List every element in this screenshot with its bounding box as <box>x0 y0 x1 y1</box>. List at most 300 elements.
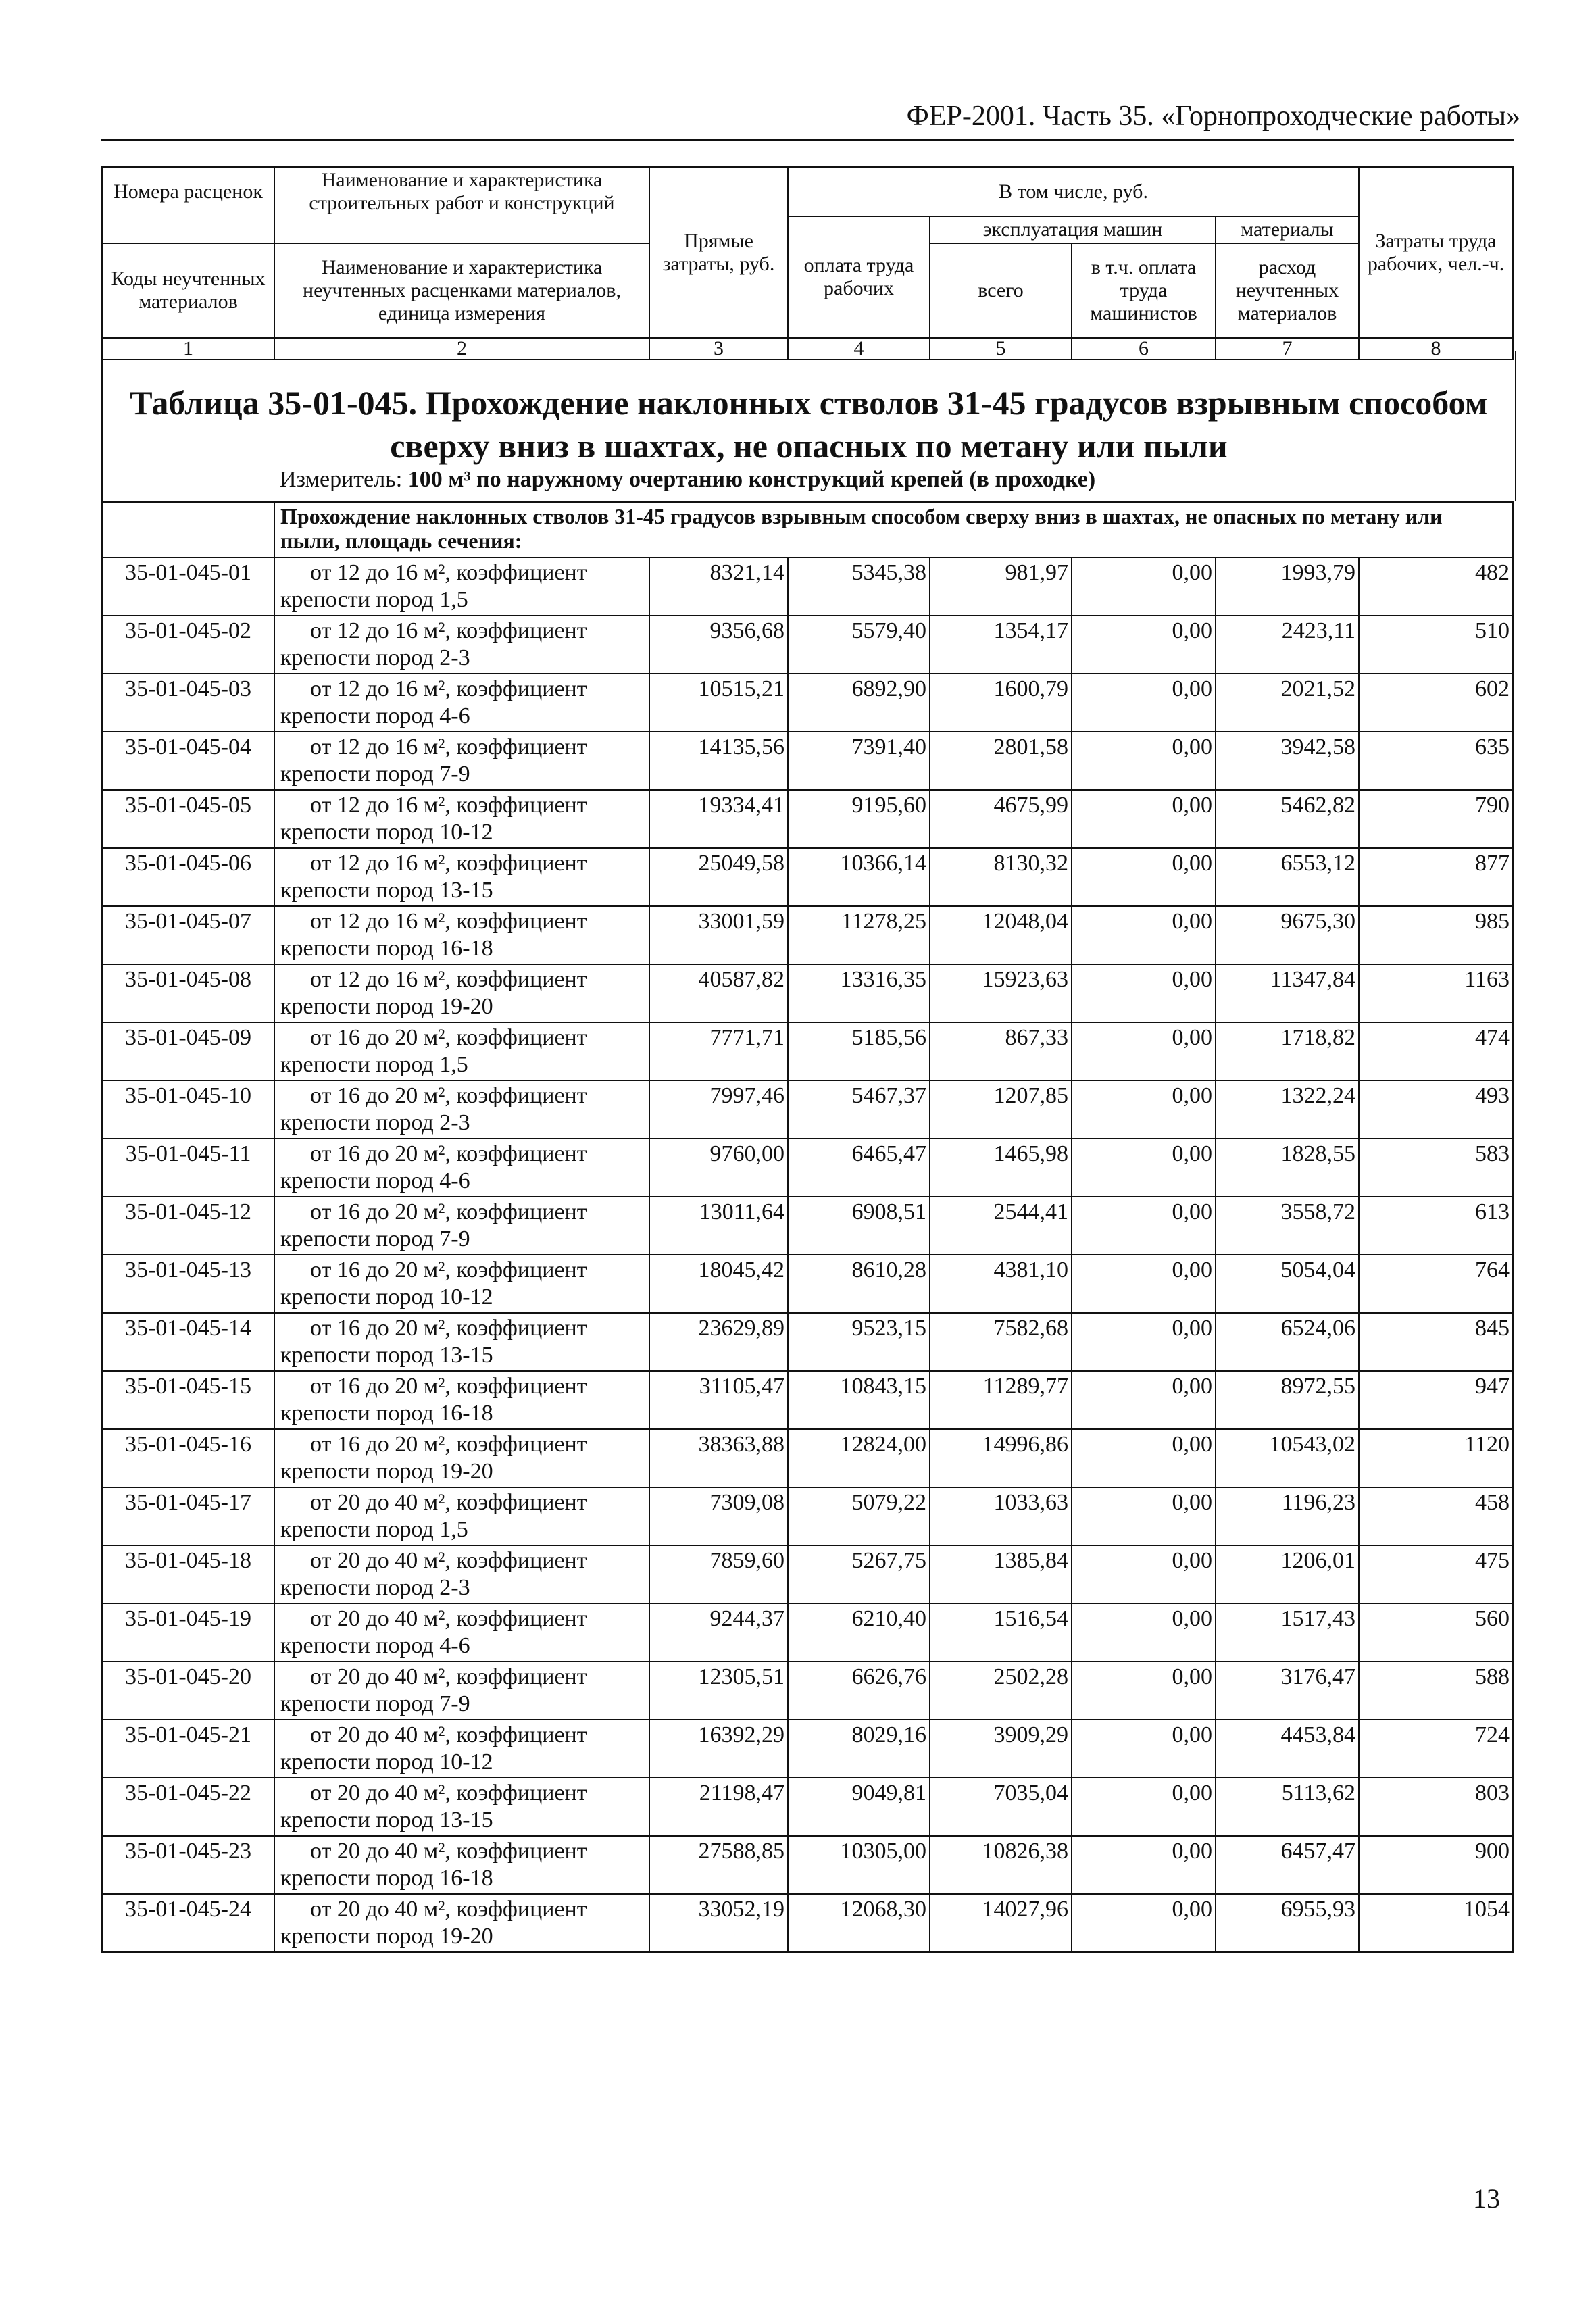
rate-name-line-2: крепости пород 1,5 <box>280 1517 468 1542</box>
rate-name-line-1: от 20 до 40 м², коэффициент <box>310 1781 587 1806</box>
header-work-name: Наименование и характеристика строительных работ и конструкций <box>274 167 649 216</box>
rate-code-cell: 35-01-045-21 <box>102 1720 274 1778</box>
rate-name-line-2: крепости пород 16-18 <box>280 1866 493 1891</box>
table-row <box>102 1778 1513 1836</box>
table-row <box>102 1894 1513 1952</box>
rate-name-line-1: от 16 до 20 м², коэффициент <box>310 1432 587 1457</box>
labor-pay-cell: 8029,16 <box>788 1720 930 1778</box>
labor-pay-cell: 13316,35 <box>788 964 930 1022</box>
labor-hours-cell: 635 <box>1359 732 1513 790</box>
operators-pay-cell: 0,00 <box>1072 1662 1216 1720</box>
rate-name-line-2: крепости пород 7-9 <box>280 1691 470 1716</box>
table-row <box>102 1313 1513 1371</box>
materials-cell: 6553,12 <box>1216 848 1359 906</box>
materials-cell: 9675,30 <box>1216 906 1359 964</box>
direct-costs-cell: 19334,41 <box>649 790 788 848</box>
rate-code-cell: 35-01-045-01 <box>102 557 274 616</box>
direct-costs-cell: 13011,64 <box>649 1197 788 1255</box>
materials-cell: 8972,55 <box>1216 1371 1359 1429</box>
machines-total-cell: 7582,68 <box>930 1313 1072 1371</box>
group-heading: Прохождение наклонных стволов 31-45 градусов взрывным способом сверху вниз в шахтах, не опасных по метану или пыли, площадь сечения: <box>274 502 1513 557</box>
direct-costs-cell: 31105,47 <box>649 1371 788 1429</box>
rate-name-cell <box>274 1720 649 1778</box>
table-row <box>102 1603 1513 1662</box>
column-number: 2 <box>274 338 649 359</box>
labor-pay-cell: 6210,40 <box>788 1603 930 1662</box>
machines-total-cell: 1516,54 <box>930 1603 1072 1662</box>
rate-name-line-2: крепости пород 13-15 <box>280 1808 493 1833</box>
rate-code-cell: 35-01-045-23 <box>102 1836 274 1894</box>
rate-name-cell <box>274 1545 649 1603</box>
rate-code-cell: 35-01-045-19 <box>102 1603 274 1662</box>
rate-name-line-2: крепости пород 4-6 <box>280 1633 470 1658</box>
group-heading-spacer <box>102 502 274 557</box>
labor-hours-cell: 1163 <box>1359 964 1513 1022</box>
direct-costs-cell: 7859,60 <box>649 1545 788 1603</box>
column-number: 3 <box>649 338 788 359</box>
table-row <box>102 1022 1513 1080</box>
rate-name-line-1: от 20 до 40 м², коэффициент <box>310 1839 587 1864</box>
machines-total-cell: 981,97 <box>930 557 1072 616</box>
column-number: 4 <box>788 338 930 359</box>
machines-total-cell: 14027,96 <box>930 1894 1072 1952</box>
machines-total-cell: 14996,86 <box>930 1429 1072 1487</box>
rate-name-cell <box>274 616 649 674</box>
table-row <box>102 732 1513 790</box>
machines-total-cell: 2502,28 <box>930 1662 1072 1720</box>
rate-code-cell: 35-01-045-16 <box>102 1429 274 1487</box>
rate-name-line-1: от 12 до 16 м², коэффициент <box>310 851 587 876</box>
rate-name-line-1: от 16 до 20 м², коэффициент <box>310 1258 587 1283</box>
labor-pay-cell: 6626,76 <box>788 1662 930 1720</box>
materials-cell: 6524,06 <box>1216 1313 1359 1371</box>
machines-total-cell: 12048,04 <box>930 906 1072 964</box>
rate-name-line-2: крепости пород 13-15 <box>280 878 493 903</box>
labor-pay-cell: 5079,22 <box>788 1487 930 1545</box>
rate-name-cell <box>274 790 649 848</box>
labor-hours-cell: 510 <box>1359 616 1513 674</box>
table-row <box>102 1197 1513 1255</box>
header-rule <box>101 139 1514 141</box>
header-machines-operators: в т.ч. оплата труда машинистов <box>1072 243 1216 338</box>
labor-pay-cell: 6892,90 <box>788 674 930 732</box>
materials-cell: 3558,72 <box>1216 1197 1359 1255</box>
labor-pay-cell: 10366,14 <box>788 848 930 906</box>
rate-name-cell <box>274 1603 649 1662</box>
column-number: 6 <box>1072 338 1216 359</box>
table-row <box>102 790 1513 848</box>
operators-pay-cell: 0,00 <box>1072 1603 1216 1662</box>
rate-name-cell <box>274 1662 649 1720</box>
table-title-block <box>101 351 1516 501</box>
materials-cell: 5113,62 <box>1216 1778 1359 1836</box>
materials-cell: 4453,84 <box>1216 1720 1359 1778</box>
header-codes: Коды неучтенных материалов <box>102 243 274 338</box>
column-number: 5 <box>930 338 1072 359</box>
rate-name-line-1: от 20 до 40 м², коэффициент <box>310 1664 587 1689</box>
column-header-table <box>101 166 1514 360</box>
rate-name-cell <box>274 1022 649 1080</box>
direct-costs-cell: 21198,47 <box>649 1778 788 1836</box>
labor-hours-cell: 985 <box>1359 906 1513 964</box>
operators-pay-cell: 0,00 <box>1072 1487 1216 1545</box>
table-title: Таблица 35-01-045. Прохождение наклонных стволов 31-45 градусов взрывным способом сверху вниз в шахтах, не опасных по метану или пыли <box>130 384 1488 465</box>
table-row <box>102 1371 1513 1429</box>
table-row <box>102 674 1513 732</box>
machines-total-cell: 7035,04 <box>930 1778 1072 1836</box>
header-materials-usage: расход неучтенных материалов <box>1216 243 1359 338</box>
machines-total-cell: 1385,84 <box>930 1545 1072 1603</box>
machines-total-cell: 10826,38 <box>930 1836 1072 1894</box>
rate-name-cell <box>274 848 649 906</box>
header-work-name-cont <box>274 216 649 243</box>
rate-code-cell: 35-01-045-22 <box>102 1778 274 1836</box>
measure-label: Измеритель: <box>280 467 403 492</box>
materials-cell: 6955,93 <box>1216 1894 1359 1952</box>
direct-costs-cell: 7997,46 <box>649 1080 788 1139</box>
rate-name-cell <box>274 1080 649 1139</box>
machines-total-cell: 4381,10 <box>930 1255 1072 1313</box>
labor-hours-cell: 475 <box>1359 1545 1513 1603</box>
labor-hours-cell: 560 <box>1359 1603 1513 1662</box>
labor-hours-cell: 803 <box>1359 1778 1513 1836</box>
machines-total-cell: 11289,77 <box>930 1371 1072 1429</box>
rate-code-cell: 35-01-045-02 <box>102 616 274 674</box>
direct-costs-cell: 7309,08 <box>649 1487 788 1545</box>
rate-name-line-2: крепости пород 10-12 <box>280 1285 493 1310</box>
machines-total-cell: 4675,99 <box>930 790 1072 848</box>
table-row <box>102 1720 1513 1778</box>
labor-hours-cell: 493 <box>1359 1080 1513 1139</box>
direct-costs-cell: 12305,51 <box>649 1662 788 1720</box>
labor-pay-cell: 6908,51 <box>788 1197 930 1255</box>
operators-pay-cell: 0,00 <box>1072 1371 1216 1429</box>
rate-code-cell: 35-01-045-14 <box>102 1313 274 1371</box>
rate-name-cell <box>274 1139 649 1197</box>
labor-hours-cell: 458 <box>1359 1487 1513 1545</box>
column-number: 1 <box>102 338 274 359</box>
rate-name-line-2: крепости пород 19-20 <box>280 1459 493 1484</box>
rate-name-cell <box>274 557 649 616</box>
rate-name-line-2: крепости пород 16-18 <box>280 1401 493 1426</box>
labor-pay-cell: 5267,75 <box>788 1545 930 1603</box>
running-header: ФЕР-2001. Часть 35. «Горнопроходческие работы» <box>906 101 1520 132</box>
rate-name-line-1: от 16 до 20 м², коэффициент <box>310 1199 587 1224</box>
table-row <box>102 1487 1513 1545</box>
rate-code-cell: 35-01-045-18 <box>102 1545 274 1603</box>
labor-hours-cell: 583 <box>1359 1139 1513 1197</box>
machines-total-cell: 15923,63 <box>930 964 1072 1022</box>
table-row <box>102 848 1513 906</box>
direct-costs-cell: 9760,00 <box>649 1139 788 1197</box>
direct-costs-cell: 18045,42 <box>649 1255 788 1313</box>
labor-pay-cell: 9049,81 <box>788 1778 930 1836</box>
rate-name-line-2: крепости пород 4-6 <box>280 1168 470 1193</box>
operators-pay-cell: 0,00 <box>1072 790 1216 848</box>
rate-name-cell <box>274 1778 649 1836</box>
rate-name-cell <box>274 1836 649 1894</box>
rate-code-cell: 35-01-045-17 <box>102 1487 274 1545</box>
direct-costs-cell: 8321,14 <box>649 557 788 616</box>
materials-cell: 2021,52 <box>1216 674 1359 732</box>
labor-pay-cell: 9523,15 <box>788 1313 930 1371</box>
materials-cell: 10543,02 <box>1216 1429 1359 1487</box>
rate-code-cell: 35-01-045-03 <box>102 674 274 732</box>
table-row <box>102 1139 1513 1197</box>
materials-cell: 5462,82 <box>1216 790 1359 848</box>
rate-name-line-1: от 16 до 20 м², коэффициент <box>310 1374 587 1399</box>
table-row <box>102 557 1513 616</box>
table-row <box>102 616 1513 674</box>
machines-total-cell: 1465,98 <box>930 1139 1072 1197</box>
materials-cell: 1206,01 <box>1216 1545 1359 1603</box>
machines-total-cell: 3909,29 <box>930 1720 1072 1778</box>
rate-name-line-1: от 20 до 40 м², коэффициент <box>310 1897 587 1922</box>
rate-code-cell: 35-01-045-04 <box>102 732 274 790</box>
materials-cell: 11347,84 <box>1216 964 1359 1022</box>
rate-name-cell <box>274 1429 649 1487</box>
direct-costs-cell: 33052,19 <box>649 1894 788 1952</box>
rate-code-cell: 35-01-045-24 <box>102 1894 274 1952</box>
labor-pay-cell: 12824,00 <box>788 1429 930 1487</box>
operators-pay-cell: 0,00 <box>1072 557 1216 616</box>
labor-pay-cell: 11278,25 <box>788 906 930 964</box>
measure-line <box>280 466 1095 493</box>
header-materials-name: Наименование и характеристика неучтенных расценками материалов, единица измерения <box>274 243 649 338</box>
header-materials: материалы <box>1216 216 1359 243</box>
rate-name-line-2: крепости пород 2-3 <box>280 1110 470 1135</box>
rate-code-cell: 35-01-045-10 <box>102 1080 274 1139</box>
direct-costs-cell: 27588,85 <box>649 1836 788 1894</box>
table-row <box>102 906 1513 964</box>
materials-cell: 5054,04 <box>1216 1255 1359 1313</box>
labor-pay-cell: 5467,37 <box>788 1080 930 1139</box>
labor-pay-cell: 10843,15 <box>788 1371 930 1429</box>
column-number: 7 <box>1216 338 1359 359</box>
operators-pay-cell: 0,00 <box>1072 1139 1216 1197</box>
rate-name-line-2: крепости пород 16-18 <box>280 936 493 961</box>
labor-pay-cell: 9195,60 <box>788 790 930 848</box>
labor-hours-cell: 790 <box>1359 790 1513 848</box>
materials-cell: 2423,11 <box>1216 616 1359 674</box>
rate-name-line-2: крепости пород 13-15 <box>280 1343 493 1368</box>
labor-pay-cell: 10305,00 <box>788 1836 930 1894</box>
rate-name-line-2: крепости пород 1,5 <box>280 587 468 612</box>
labor-hours-cell: 1120 <box>1359 1429 1513 1487</box>
materials-cell: 1517,43 <box>1216 1603 1359 1662</box>
labor-pay-cell: 7391,40 <box>788 732 930 790</box>
materials-cell: 1196,23 <box>1216 1487 1359 1545</box>
materials-cell: 6457,47 <box>1216 1836 1359 1894</box>
rate-name-cell <box>274 906 649 964</box>
operators-pay-cell: 0,00 <box>1072 964 1216 1022</box>
rate-name-line-2: крепости пород 10-12 <box>280 1749 493 1774</box>
rate-name-line-1: от 20 до 40 м², коэффициент <box>310 1490 587 1515</box>
labor-hours-cell: 764 <box>1359 1255 1513 1313</box>
labor-hours-cell: 588 <box>1359 1662 1513 1720</box>
materials-cell: 3942,58 <box>1216 732 1359 790</box>
machines-total-cell: 1033,63 <box>930 1487 1072 1545</box>
header-labor-costs: Затраты труда рабочих, чел.-ч. <box>1359 167 1513 338</box>
direct-costs-cell: 9244,37 <box>649 1603 788 1662</box>
direct-costs-cell: 7771,71 <box>649 1022 788 1080</box>
rate-name-line-1: от 12 до 16 м², коэффициент <box>310 735 587 760</box>
rate-name-line-2: крепости пород 4-6 <box>280 703 470 728</box>
rate-name-line-1: от 16 до 20 м², коэффициент <box>310 1316 587 1341</box>
header-machines: эксплуатация машин <box>930 216 1216 243</box>
rate-name-line-2: крепости пород 19-20 <box>280 994 493 1019</box>
page-number: 13 <box>1473 2183 1500 2214</box>
operators-pay-cell: 0,00 <box>1072 1778 1216 1836</box>
direct-costs-cell: 25049,58 <box>649 848 788 906</box>
rate-code-cell: 35-01-045-08 <box>102 964 274 1022</box>
rate-name-line-1: от 12 до 16 м², коэффициент <box>310 618 587 643</box>
header-rate-numbers: Номера расценок <box>102 167 274 216</box>
labor-hours-cell: 474 <box>1359 1022 1513 1080</box>
labor-hours-cell: 947 <box>1359 1371 1513 1429</box>
rate-name-cell <box>274 1894 649 1952</box>
header-including: В том числе, руб. <box>788 167 1359 216</box>
rate-name-line-2: крепости пород 10-12 <box>280 820 493 845</box>
rate-name-line-2: крепости пород 1,5 <box>280 1052 468 1077</box>
operators-pay-cell: 0,00 <box>1072 616 1216 674</box>
materials-cell: 1718,82 <box>1216 1022 1359 1080</box>
rate-code-cell: 35-01-045-05 <box>102 790 274 848</box>
header-rate-numbers-cont <box>102 216 274 243</box>
operators-pay-cell: 0,00 <box>1072 1080 1216 1139</box>
operators-pay-cell: 0,00 <box>1072 1836 1216 1894</box>
operators-pay-cell: 0,00 <box>1072 1022 1216 1080</box>
direct-costs-cell: 14135,56 <box>649 732 788 790</box>
materials-cell: 1993,79 <box>1216 557 1359 616</box>
rate-name-cell <box>274 1487 649 1545</box>
rate-name-line-2: крепости пород 19-20 <box>280 1924 493 1949</box>
machines-total-cell: 1354,17 <box>930 616 1072 674</box>
rate-code-cell: 35-01-045-13 <box>102 1255 274 1313</box>
machines-total-cell: 8130,32 <box>930 848 1072 906</box>
direct-costs-cell: 10515,21 <box>649 674 788 732</box>
labor-pay-cell: 5345,38 <box>788 557 930 616</box>
table-row <box>102 1836 1513 1894</box>
rate-name-line-1: от 16 до 20 м², коэффициент <box>310 1083 587 1108</box>
operators-pay-cell: 0,00 <box>1072 1197 1216 1255</box>
rate-name-line-1: от 12 до 16 м², коэффициент <box>310 676 587 701</box>
rates-table <box>101 501 1514 1953</box>
labor-pay-cell: 8610,28 <box>788 1255 930 1313</box>
operators-pay-cell: 0,00 <box>1072 674 1216 732</box>
machines-total-cell: 1600,79 <box>930 674 1072 732</box>
rate-name-cell <box>274 1197 649 1255</box>
rate-name-cell <box>274 964 649 1022</box>
labor-pay-cell: 6465,47 <box>788 1139 930 1197</box>
materials-cell: 3176,47 <box>1216 1662 1359 1720</box>
labor-hours-cell: 613 <box>1359 1197 1513 1255</box>
rate-name-line-2: крепости пород 2-3 <box>280 645 470 670</box>
table-row <box>102 964 1513 1022</box>
operators-pay-cell: 0,00 <box>1072 732 1216 790</box>
labor-hours-cell: 1054 <box>1359 1894 1513 1952</box>
rate-name-cell <box>274 1371 649 1429</box>
labor-hours-cell: 845 <box>1359 1313 1513 1371</box>
header-direct-costs: Прямые затраты, руб. <box>649 167 788 338</box>
table-row <box>102 1255 1513 1313</box>
labor-hours-cell: 877 <box>1359 848 1513 906</box>
machines-total-cell: 2801,58 <box>930 732 1072 790</box>
materials-cell: 1322,24 <box>1216 1080 1359 1139</box>
rate-name-cell <box>274 674 649 732</box>
rate-name-line-1: от 12 до 16 м², коэффициент <box>310 967 587 992</box>
rate-code-cell: 35-01-045-12 <box>102 1197 274 1255</box>
direct-costs-cell: 40587,82 <box>649 964 788 1022</box>
rate-name-line-2: крепости пород 7-9 <box>280 1226 470 1251</box>
operators-pay-cell: 0,00 <box>1072 1255 1216 1313</box>
direct-costs-cell: 38363,88 <box>649 1429 788 1487</box>
labor-hours-cell: 900 <box>1359 1836 1513 1894</box>
table-row <box>102 1080 1513 1139</box>
rate-name-line-2: крепости пород 7-9 <box>280 762 470 787</box>
operators-pay-cell: 0,00 <box>1072 1429 1216 1487</box>
rate-name-line-1: от 16 до 20 м², коэффициент <box>310 1025 587 1050</box>
rate-name-line-2: крепости пород 2-3 <box>280 1575 470 1600</box>
rate-code-cell: 35-01-045-09 <box>102 1022 274 1080</box>
rate-code-cell: 35-01-045-07 <box>102 906 274 964</box>
labor-pay-cell: 5185,56 <box>788 1022 930 1080</box>
rate-name-line-1: от 16 до 20 м², коэффициент <box>310 1141 587 1166</box>
operators-pay-cell: 0,00 <box>1072 1313 1216 1371</box>
rate-code-cell: 35-01-045-20 <box>102 1662 274 1720</box>
rate-name-line-1: от 20 до 40 м², коэффициент <box>310 1722 587 1747</box>
labor-pay-cell: 12068,30 <box>788 1894 930 1952</box>
rate-code-cell: 35-01-045-11 <box>102 1139 274 1197</box>
operators-pay-cell: 0,00 <box>1072 1894 1216 1952</box>
rate-name-line-1: от 20 до 40 м², коэффициент <box>310 1606 587 1631</box>
rate-code-cell: 35-01-045-15 <box>102 1371 274 1429</box>
direct-costs-cell: 9356,68 <box>649 616 788 674</box>
column-number: 8 <box>1359 338 1513 359</box>
machines-total-cell: 1207,85 <box>930 1080 1072 1139</box>
operators-pay-cell: 0,00 <box>1072 848 1216 906</box>
labor-hours-cell: 724 <box>1359 1720 1513 1778</box>
rate-name-line-1: от 12 до 16 м², коэффициент <box>310 909 587 934</box>
direct-costs-cell: 23629,89 <box>649 1313 788 1371</box>
table-row <box>102 1662 1513 1720</box>
rate-code-cell: 35-01-045-06 <box>102 848 274 906</box>
rate-name-cell <box>274 732 649 790</box>
operators-pay-cell: 0,00 <box>1072 1720 1216 1778</box>
operators-pay-cell: 0,00 <box>1072 1545 1216 1603</box>
header-machines-total: всего <box>930 243 1072 338</box>
rate-name-cell <box>274 1313 649 1371</box>
direct-costs-cell: 16392,29 <box>649 1720 788 1778</box>
materials-cell: 1828,55 <box>1216 1139 1359 1197</box>
table-row <box>102 1429 1513 1487</box>
operators-pay-cell: 0,00 <box>1072 906 1216 964</box>
labor-pay-cell: 5579,40 <box>788 616 930 674</box>
group-heading-row <box>102 502 1513 557</box>
direct-costs-cell: 33001,59 <box>649 906 788 964</box>
measure-value: 100 м³ по наружному очертанию конструкций крепей (в проходке) <box>407 467 1096 492</box>
machines-total-cell: 2544,41 <box>930 1197 1072 1255</box>
machines-total-cell: 867,33 <box>930 1022 1072 1080</box>
rate-name-line-1: от 12 до 16 м², коэффициент <box>310 793 587 818</box>
labor-hours-cell: 602 <box>1359 674 1513 732</box>
rate-name-line-1: от 20 до 40 м², коэффициент <box>310 1548 587 1573</box>
labor-hours-cell: 482 <box>1359 557 1513 616</box>
rate-name-line-1: от 12 до 16 м², коэффициент <box>310 560 587 585</box>
table-row <box>102 1545 1513 1603</box>
header-labor-pay: оплата труда рабочих <box>788 216 930 338</box>
rate-name-cell <box>274 1255 649 1313</box>
